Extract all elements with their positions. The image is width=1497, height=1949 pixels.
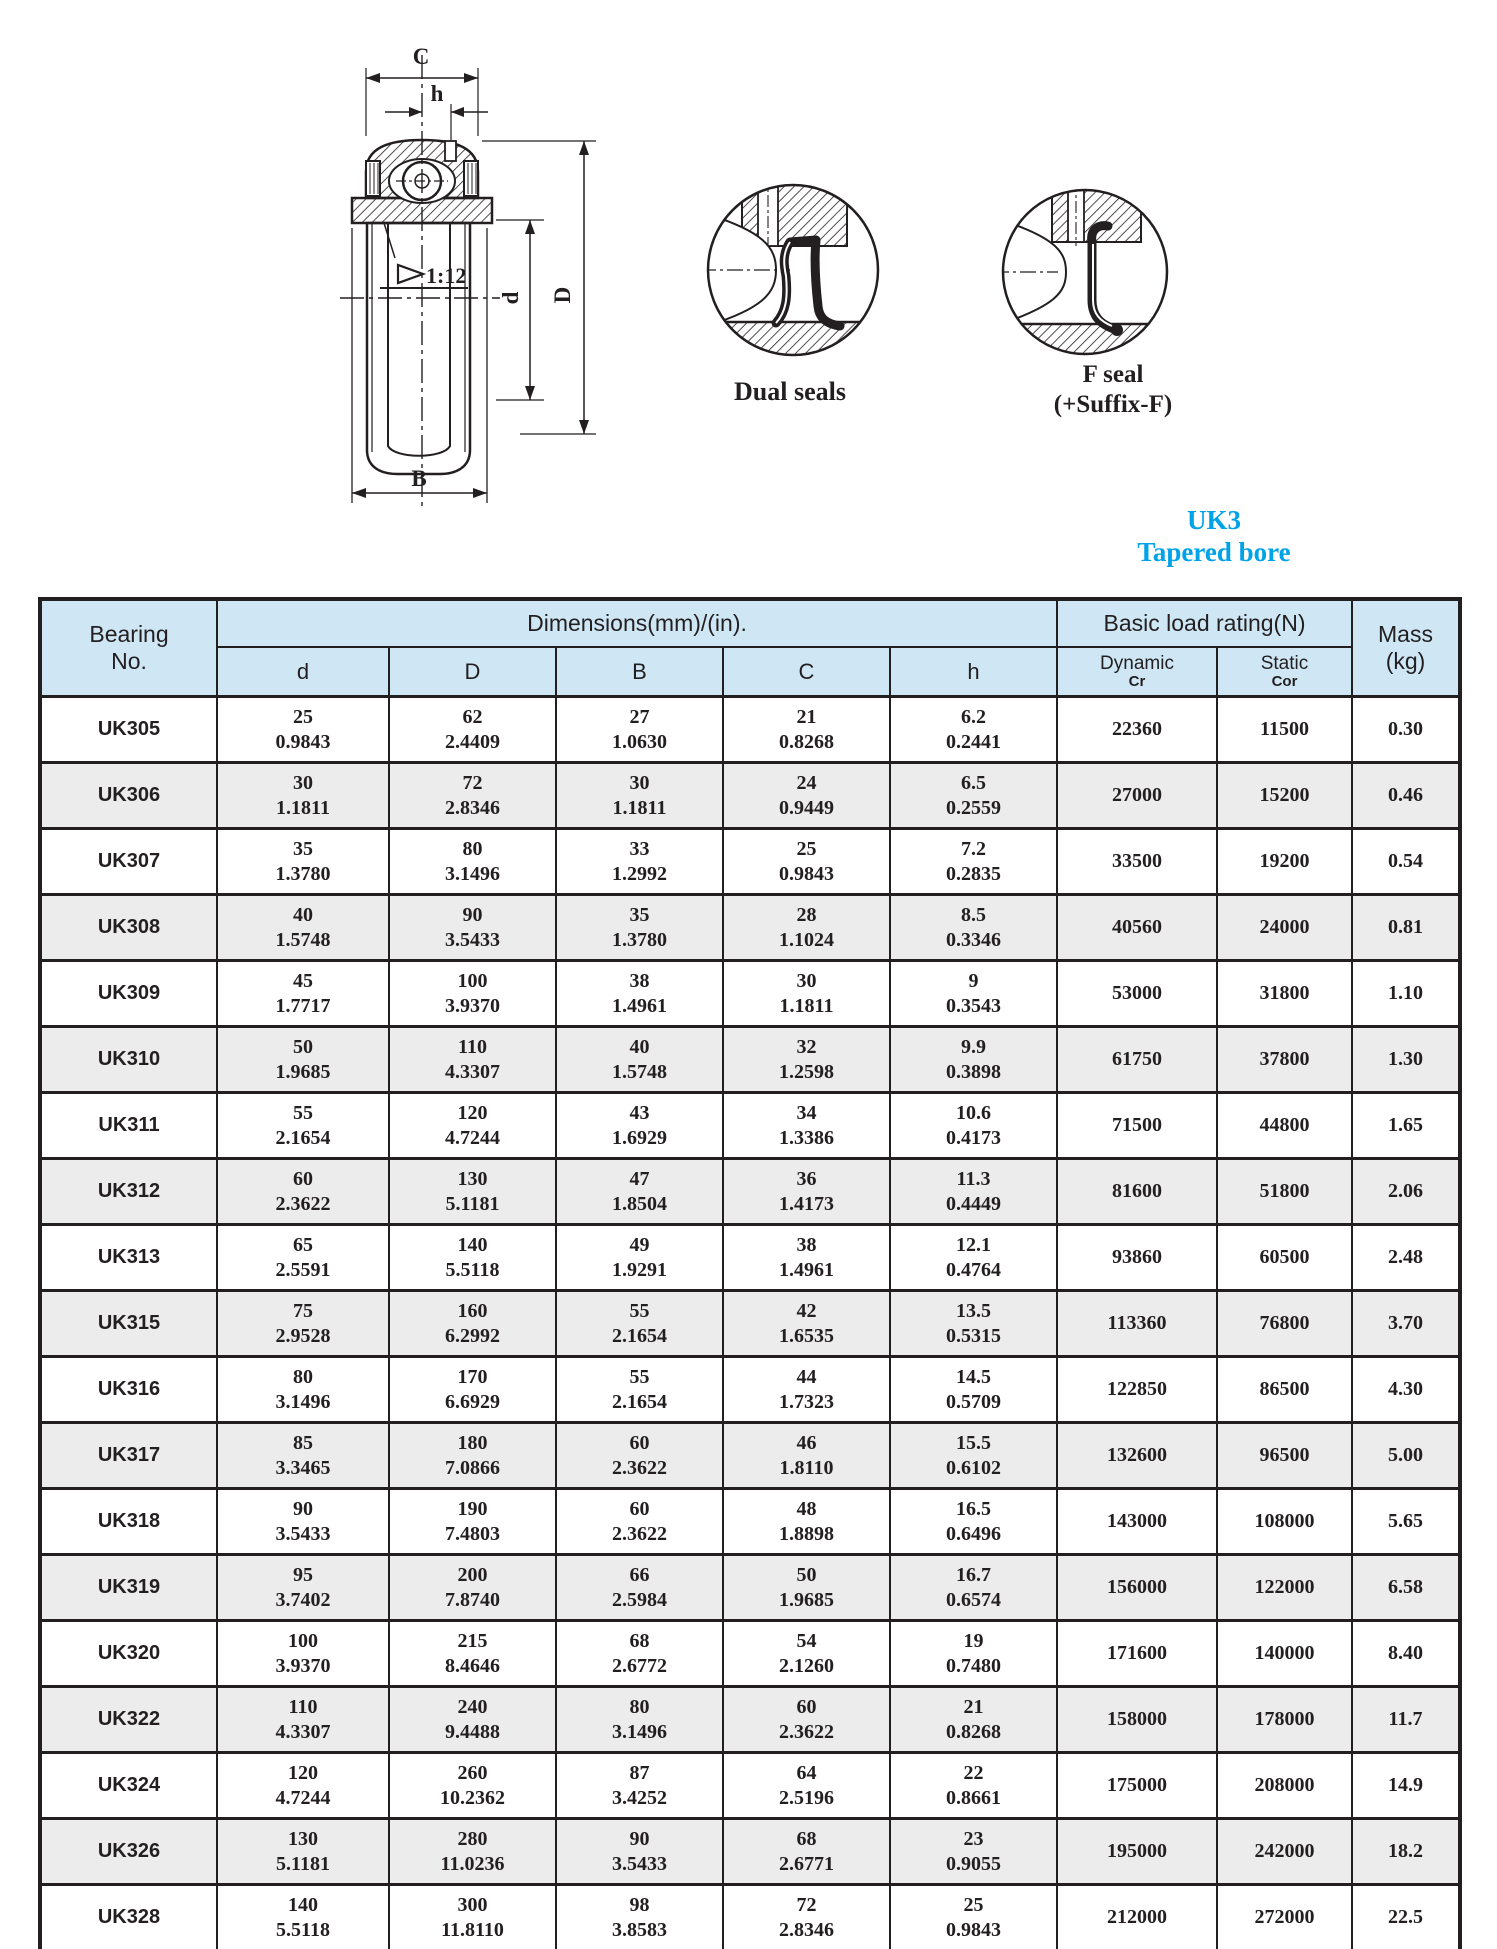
mass-cell: 1.10: [1352, 961, 1460, 1027]
static-cor-cell: 86500: [1217, 1357, 1352, 1423]
dimension-D-outer: [482, 141, 596, 434]
mass-cell: 22.5: [1352, 1885, 1460, 1949]
dim-d-cell: 30 1.1811: [217, 763, 389, 829]
dim-d-cell: 60 2.3622: [217, 1159, 389, 1225]
bearing-no-cell: UK313: [40, 1225, 217, 1291]
static-cor-cell: 76800: [1217, 1291, 1352, 1357]
header-col-d: d: [217, 647, 389, 697]
dim-D-cell: 110 4.3307: [389, 1027, 556, 1093]
header-dimensions-group: Dimensions(mm)/(in).: [217, 599, 1057, 647]
dimension-B: [352, 466, 487, 498]
bearing-no-cell: UK307: [40, 829, 217, 895]
dim-B-cell: 43 1.6929: [556, 1093, 723, 1159]
dim-C-cell: 68 2.6771: [723, 1819, 890, 1885]
dim-h-cell: 14.5 0.5709: [890, 1357, 1057, 1423]
dim-C-cell: 30 1.1811: [723, 961, 890, 1027]
header-col-B: B: [556, 647, 723, 697]
dim-B-cell: 40 1.5748: [556, 1027, 723, 1093]
dim-h-cell: 25 0.9843: [890, 1885, 1057, 1949]
table-row: [40, 1885, 1460, 1949]
taper-ratio-label: 1:12: [426, 263, 467, 288]
table-row: [40, 1819, 1460, 1885]
static-cor-cell: 122000: [1217, 1555, 1352, 1621]
dim-B-cell: 60 2.3622: [556, 1489, 723, 1555]
static-cor-cell: 37800: [1217, 1027, 1352, 1093]
dim-h-cell: 6.2 0.2441: [890, 697, 1057, 763]
dim-h-cell: 12.1 0.4764: [890, 1225, 1057, 1291]
dynamic-cr-cell: 61750: [1057, 1027, 1217, 1093]
series-title: [1137, 505, 1290, 567]
bearing-no-cell: UK308: [40, 895, 217, 961]
dim-C-cell: 34 1.3386: [723, 1093, 890, 1159]
dim-B-cell: 60 2.3622: [556, 1423, 723, 1489]
mass-cell: 0.46: [1352, 763, 1460, 829]
dim-B-cell: 87 3.4252: [556, 1753, 723, 1819]
dim-C-cell: 38 1.4961: [723, 1225, 890, 1291]
dim-D-cell: 260 10.2362: [389, 1753, 556, 1819]
dim-C-cell: 24 0.9449: [723, 763, 890, 829]
mass-cell: 14.9: [1352, 1753, 1460, 1819]
dynamic-cr-cell: 175000: [1057, 1753, 1217, 1819]
static-cor-cell: 24000: [1217, 895, 1352, 961]
dynamic-cr-cell: 132600: [1057, 1423, 1217, 1489]
dim-B-cell: 66 2.5984: [556, 1555, 723, 1621]
dim-C-cell: 42 1.6535: [723, 1291, 890, 1357]
mass-cell: 18.2: [1352, 1819, 1460, 1885]
dim-d-cell: 55 2.1654: [217, 1093, 389, 1159]
bearing-no-cell: UK326: [40, 1819, 217, 1885]
seal-left: [366, 161, 380, 196]
dual-seals-caption: Dual seals: [734, 377, 846, 406]
table-row: [40, 1489, 1460, 1555]
dynamic-cr-cell: 40560: [1057, 895, 1217, 961]
table-row: [40, 1159, 1460, 1225]
f-seal-caption-line2: (+Suffix-F): [1053, 391, 1173, 418]
dim-C-cell: 54 2.1260: [723, 1621, 890, 1687]
bearing-no-cell: UK312: [40, 1159, 217, 1225]
table-row: [40, 1555, 1460, 1621]
dim-C-cell: 32 1.2598: [723, 1027, 890, 1093]
dim-h-cell: 8.5 0.3346: [890, 895, 1057, 961]
mass-cell: 5.00: [1352, 1423, 1460, 1489]
table-row: [40, 1027, 1460, 1093]
dim-D-cell: 215 8.4646: [389, 1621, 556, 1687]
static-cor-cell: 140000: [1217, 1621, 1352, 1687]
table-row: [40, 961, 1460, 1027]
dim-label-B: B: [411, 466, 427, 491]
mass-cell: 11.7: [1352, 1687, 1460, 1753]
dim-h-cell: 9 0.3543: [890, 961, 1057, 1027]
dim-d-cell: 120 4.7244: [217, 1753, 389, 1819]
header-bearing-no: Bearing No.: [40, 599, 217, 697]
static-cor-cell: 51800: [1217, 1159, 1352, 1225]
table-row: [40, 1423, 1460, 1489]
dim-d-cell: 100 3.9370: [217, 1621, 389, 1687]
dim-d-cell: 80 3.1496: [217, 1357, 389, 1423]
dynamic-cr-cell: 27000: [1057, 763, 1217, 829]
mass-cell: 2.06: [1352, 1159, 1460, 1225]
bearing-no-cell: UK317: [40, 1423, 217, 1489]
dim-D-cell: 90 3.5433: [389, 895, 556, 961]
bearing-no-cell: UK305: [40, 697, 217, 763]
dim-d-cell: 25 0.9843: [217, 697, 389, 763]
bearing-no-cell: UK316: [40, 1357, 217, 1423]
dynamic-cr-cell: 33500: [1057, 829, 1217, 895]
dim-B-cell: 27 1.0630: [556, 697, 723, 763]
dim-D-cell: 190 7.4803: [389, 1489, 556, 1555]
mass-cell: 3.70: [1352, 1291, 1460, 1357]
main-bearing-section-view: [340, 44, 596, 507]
header-mass: Mass (kg): [1352, 599, 1460, 697]
static-cor-cell: 178000: [1217, 1687, 1352, 1753]
dim-C-cell: 50 1.9685: [723, 1555, 890, 1621]
static-cor-cell: 31800: [1217, 961, 1352, 1027]
dim-B-cell: 68 2.6772: [556, 1621, 723, 1687]
table-header: [40, 599, 1460, 697]
dim-h-cell: 10.6 0.4173: [890, 1093, 1057, 1159]
bearing-technical-drawing: [0, 0, 1497, 597]
dim-C-cell: 36 1.4173: [723, 1159, 890, 1225]
dynamic-cr-cell: 171600: [1057, 1621, 1217, 1687]
dim-h-cell: 6.5 0.2559: [890, 763, 1057, 829]
dim-B-cell: 90 3.5433: [556, 1819, 723, 1885]
table-row: [40, 1225, 1460, 1291]
dim-h-cell: 21 0.8268: [890, 1687, 1057, 1753]
f-seal-detail: [993, 180, 1174, 418]
header-col-D: D: [389, 647, 556, 697]
mass-cell: 5.65: [1352, 1489, 1460, 1555]
bearing-spec-table: [38, 597, 1462, 1949]
dim-C-cell: 46 1.8110: [723, 1423, 890, 1489]
dimension-h: [385, 81, 488, 140]
dim-B-cell: 30 1.1811: [556, 763, 723, 829]
dim-d-cell: 130 5.1181: [217, 1819, 389, 1885]
f-seal-caption-line1: F seal: [1082, 361, 1144, 388]
dim-label-C: C: [412, 44, 430, 69]
table-row: [40, 1291, 1460, 1357]
dim-h-cell: 7.2 0.2835: [890, 829, 1057, 895]
inner-ring-sleeve: [367, 223, 470, 474]
dim-B-cell: 35 1.3780: [556, 895, 723, 961]
dim-B-cell: 49 1.9291: [556, 1225, 723, 1291]
table-row: [40, 829, 1460, 895]
dim-D-cell: 180 7.0866: [389, 1423, 556, 1489]
mass-cell: 6.58: [1352, 1555, 1460, 1621]
dynamic-cr-cell: 113360: [1057, 1291, 1217, 1357]
static-cor-cell: 60500: [1217, 1225, 1352, 1291]
dim-B-cell: 55 2.1654: [556, 1357, 723, 1423]
mass-cell: 0.81: [1352, 895, 1460, 961]
dim-B-cell: 98 3.8583: [556, 1885, 723, 1949]
dynamic-cr-cell: 156000: [1057, 1555, 1217, 1621]
mass-cell: 0.30: [1352, 697, 1460, 763]
dim-d-cell: 75 2.9528: [217, 1291, 389, 1357]
table-row: [40, 1621, 1460, 1687]
dim-D-cell: 170 6.6929: [389, 1357, 556, 1423]
dim-d-cell: 140 5.5118: [217, 1885, 389, 1949]
dim-h-cell: 9.9 0.3898: [890, 1027, 1057, 1093]
dim-h-cell: 16.5 0.6496: [890, 1489, 1057, 1555]
dim-B-cell: 33 1.2992: [556, 829, 723, 895]
series-bore-label: Tapered bore: [1137, 537, 1291, 567]
bearing-no-cell: UK324: [40, 1753, 217, 1819]
static-cor-cell: 108000: [1217, 1489, 1352, 1555]
static-cor-cell: 242000: [1217, 1819, 1352, 1885]
bearing-no-cell: UK309: [40, 961, 217, 1027]
dynamic-cr-cell: 195000: [1057, 1819, 1217, 1885]
static-cor-cell: 272000: [1217, 1885, 1352, 1949]
dim-D-cell: 240 9.4488: [389, 1687, 556, 1753]
table-row: [40, 697, 1460, 763]
dim-B-cell: 80 3.1496: [556, 1687, 723, 1753]
dim-d-cell: 35 1.3780: [217, 829, 389, 895]
dim-D-cell: 120 4.7244: [389, 1093, 556, 1159]
dim-h-cell: 15.5 0.6102: [890, 1423, 1057, 1489]
bearing-no-cell: UK311: [40, 1093, 217, 1159]
dim-h-cell: 23 0.9055: [890, 1819, 1057, 1885]
dynamic-cr-cell: 93860: [1057, 1225, 1217, 1291]
dim-C-cell: 48 1.8898: [723, 1489, 890, 1555]
mass-cell: 2.48: [1352, 1225, 1460, 1291]
dim-h-cell: 13.5 0.5315: [890, 1291, 1057, 1357]
dim-B-cell: 47 1.8504: [556, 1159, 723, 1225]
bearing-no-cell: UK310: [40, 1027, 217, 1093]
table-body: [40, 697, 1460, 1949]
dual-seals-detail: [700, 174, 885, 406]
dim-D-cell: 200 7.8740: [389, 1555, 556, 1621]
dim-d-cell: 50 1.9685: [217, 1027, 389, 1093]
bearing-no-cell: UK318: [40, 1489, 217, 1555]
dim-d-cell: 40 1.5748: [217, 895, 389, 961]
bearing-no-cell: UK306: [40, 763, 217, 829]
static-cor-cell: 11500: [1217, 697, 1352, 763]
dim-D-cell: 280 11.0236: [389, 1819, 556, 1885]
dim-label-D: D: [550, 286, 575, 304]
header-col-static-cor: Static Cor: [1217, 647, 1352, 697]
dynamic-cr-cell: 158000: [1057, 1687, 1217, 1753]
dim-d-cell: 85 3.3465: [217, 1423, 389, 1489]
technical-drawing-area: [0, 0, 1497, 597]
table-row: [40, 763, 1460, 829]
header-load-rating-group: Basic load rating(N): [1057, 599, 1352, 647]
static-cor-cell: 44800: [1217, 1093, 1352, 1159]
dim-d-cell: 45 1.7717: [217, 961, 389, 1027]
static-cor-cell: 208000: [1217, 1753, 1352, 1819]
dim-D-cell: 160 6.2992: [389, 1291, 556, 1357]
dim-D-cell: 140 5.5118: [389, 1225, 556, 1291]
header-col-C: C: [723, 647, 890, 697]
dim-C-cell: 60 2.3622: [723, 1687, 890, 1753]
dim-C-cell: 21 0.8268: [723, 697, 890, 763]
dim-label-d: d: [498, 291, 523, 305]
seal-right: [464, 161, 478, 196]
series-code-label: UK3: [1187, 505, 1241, 535]
table-row: [40, 895, 1460, 961]
table-row: [40, 1687, 1460, 1753]
dim-d-cell: 95 3.7402: [217, 1555, 389, 1621]
dim-C-cell: 64 2.5196: [723, 1753, 890, 1819]
dim-d-cell: 90 3.5433: [217, 1489, 389, 1555]
dynamic-cr-cell: 143000: [1057, 1489, 1217, 1555]
dim-d-cell: 110 4.3307: [217, 1687, 389, 1753]
dim-D-cell: 300 11.8110: [389, 1885, 556, 1949]
dim-B-cell: 55 2.1654: [556, 1291, 723, 1357]
dynamic-cr-cell: 212000: [1057, 1885, 1217, 1949]
mass-cell: 4.30: [1352, 1357, 1460, 1423]
dim-D-cell: 130 5.1181: [389, 1159, 556, 1225]
bearing-no-cell: UK320: [40, 1621, 217, 1687]
bearing-no-cell: UK315: [40, 1291, 217, 1357]
dim-D-cell: 62 2.4409: [389, 697, 556, 763]
dim-D-cell: 80 3.1496: [389, 829, 556, 895]
dim-C-cell: 44 1.7323: [723, 1357, 890, 1423]
dynamic-cr-cell: 71500: [1057, 1093, 1217, 1159]
dim-label-h: h: [430, 81, 444, 106]
dynamic-cr-cell: 122850: [1057, 1357, 1217, 1423]
dim-d-cell: 65 2.5591: [217, 1225, 389, 1291]
dual-seal-profile: [776, 240, 840, 326]
dim-h-cell: 22 0.8661: [890, 1753, 1057, 1819]
dim-h-cell: 16.7 0.6574: [890, 1555, 1057, 1621]
bearing-no-cell: UK319: [40, 1555, 217, 1621]
table-row: [40, 1357, 1460, 1423]
static-cor-cell: 96500: [1217, 1423, 1352, 1489]
table-row: [40, 1753, 1460, 1819]
mass-cell: 1.65: [1352, 1093, 1460, 1159]
mass-cell: 1.30: [1352, 1027, 1460, 1093]
dimension-d-bore: [496, 220, 544, 400]
dim-D-cell: 72 2.8346: [389, 763, 556, 829]
bearing-no-cell: UK328: [40, 1885, 217, 1949]
dim-D-cell: 100 3.9370: [389, 961, 556, 1027]
mass-cell: 8.40: [1352, 1621, 1460, 1687]
static-cor-cell: 15200: [1217, 763, 1352, 829]
dim-C-cell: 25 0.9843: [723, 829, 890, 895]
dim-B-cell: 38 1.4961: [556, 961, 723, 1027]
dynamic-cr-cell: 53000: [1057, 961, 1217, 1027]
header-col-dynamic-cr: Dynamic Cr: [1057, 647, 1217, 697]
dynamic-cr-cell: 22360: [1057, 697, 1217, 763]
dim-h-cell: 19 0.7480: [890, 1621, 1057, 1687]
header-col-h: h: [890, 647, 1057, 697]
mass-cell: 0.54: [1352, 829, 1460, 895]
static-cor-cell: 19200: [1217, 829, 1352, 895]
bearing-no-cell: UK322: [40, 1687, 217, 1753]
dynamic-cr-cell: 81600: [1057, 1159, 1217, 1225]
table-row: [40, 1093, 1460, 1159]
dim-C-cell: 28 1.1024: [723, 895, 890, 961]
dim-h-cell: 11.3 0.4449: [890, 1159, 1057, 1225]
dim-C-cell: 72 2.8346: [723, 1885, 890, 1949]
